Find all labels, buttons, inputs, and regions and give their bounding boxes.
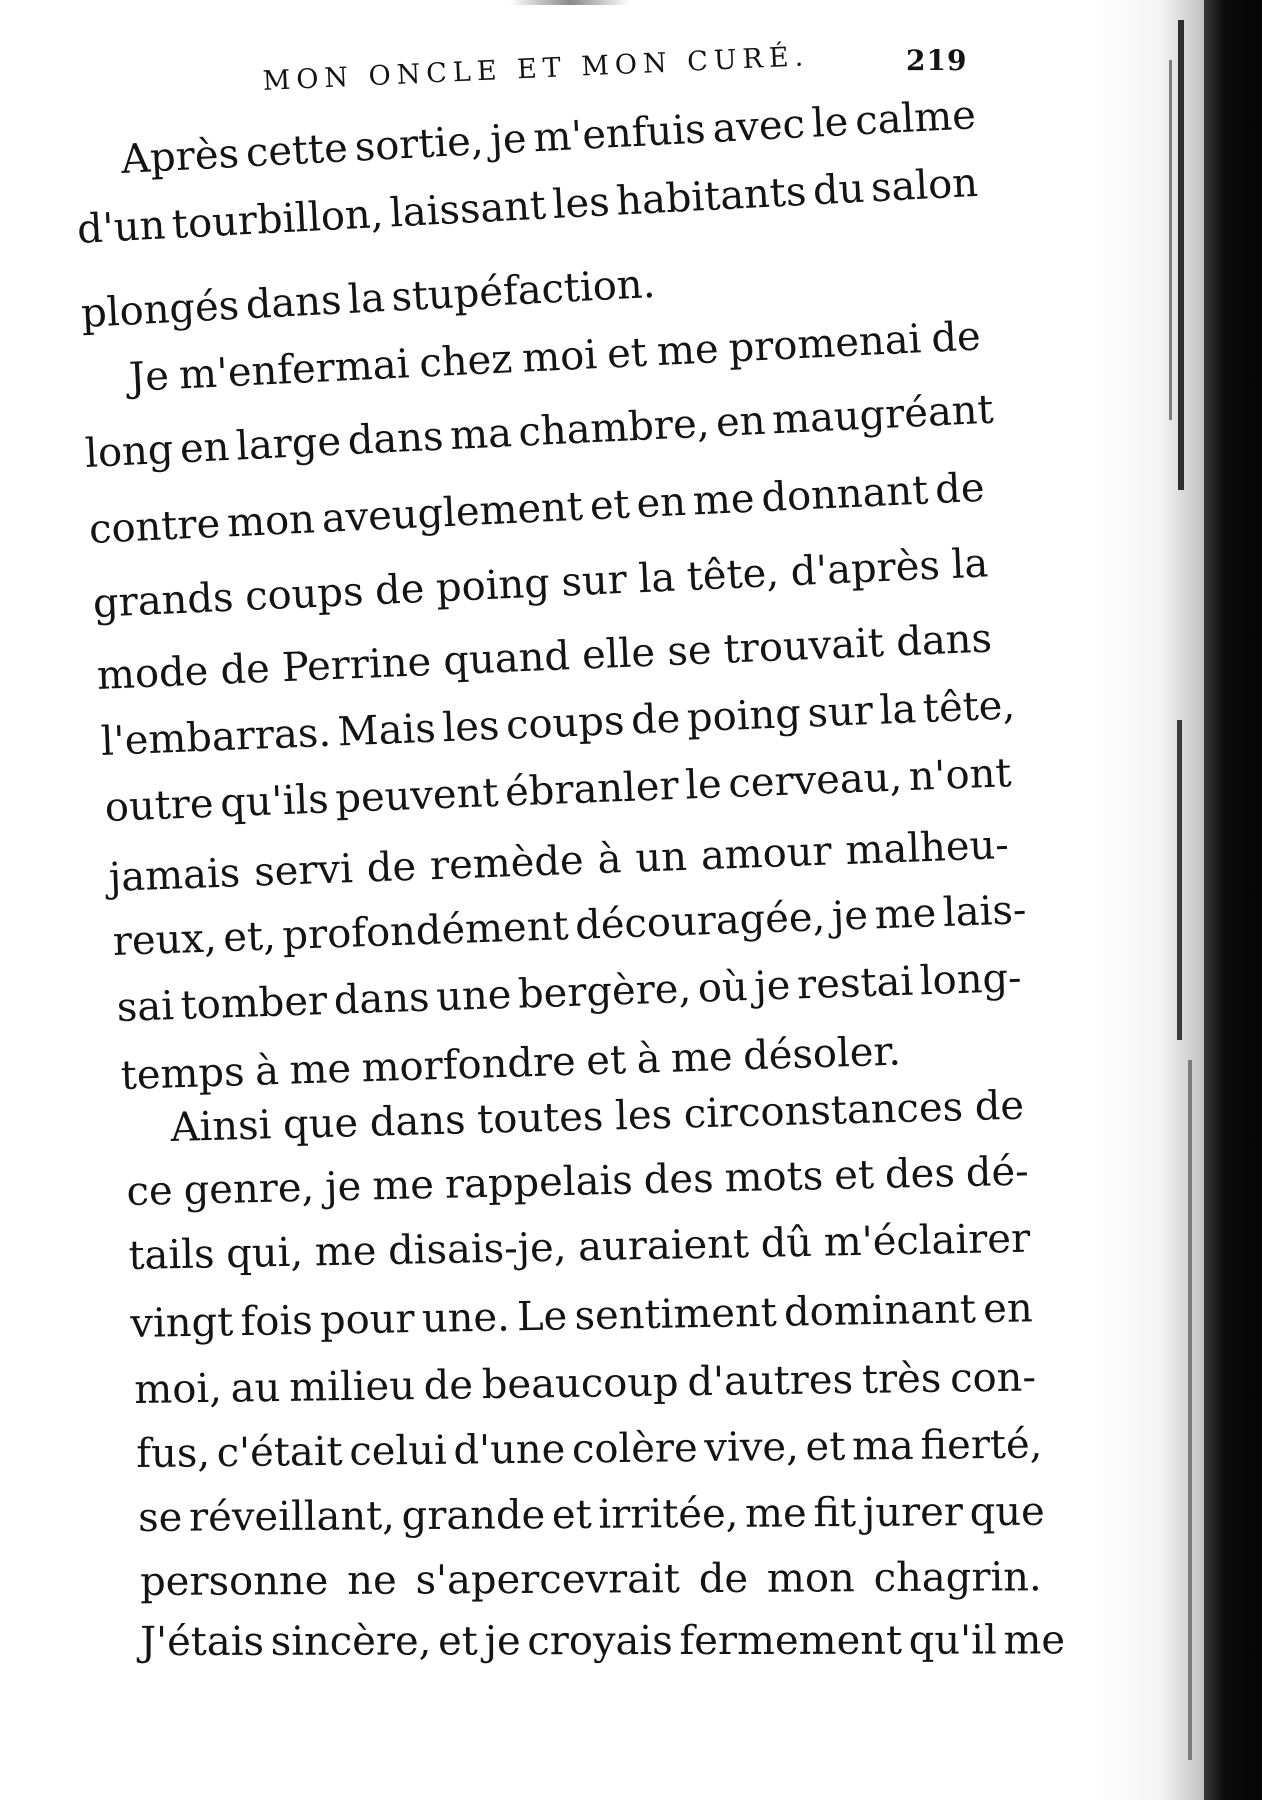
text-line: personne ne s'apercevrait de mon chagrin. (140, 1554, 1042, 1605)
scan-artifact (510, 0, 630, 5)
text-line: plongés dans la stupéfaction. (80, 260, 657, 337)
text-line: tails qui, me disais-je, auraient dû m'éclairer (128, 1215, 1031, 1279)
text-line: ce genre, je me rappelais des mots et des dé- (126, 1148, 1030, 1215)
text-line: Ainsi que dans toutes les circonstances de (170, 1082, 1025, 1151)
text-line: Je m'enfermai chez moi et me promenai de (128, 313, 982, 401)
text-line: long en large dans ma chambre, en maugréant (84, 386, 995, 477)
text-line: temps à me morfondre et à me désoler. (120, 1028, 902, 1099)
edge-streak (1188, 1060, 1192, 1760)
page-edge-shadow (1204, 0, 1262, 1800)
text-line: sai tomber dans une bergère, où je restai long- (116, 954, 1023, 1031)
text-line: reux, et, profondément découragée, je me lais- (112, 887, 1028, 965)
text-line: mode de Perrine quand elle se trouvait dans (96, 615, 993, 699)
page-number: 219 (906, 44, 968, 77)
text-line: grands coups de poing sur la tête, d'après la (92, 540, 990, 627)
edge-streak (1169, 60, 1172, 420)
text-line: jamais servi de remède à un amour malheu- (108, 822, 1010, 901)
running-head: MON ONCLE ET MON CURÉ. (262, 41, 810, 97)
text-line: J'étais sincère, et je croyais fermement qu'il me (140, 1617, 1066, 1665)
text-line: Après cette sortie, je m'enfuis avec le calme (120, 92, 977, 183)
edge-streak (1177, 720, 1182, 1040)
text-line: se réveillant, grande et irritée, me fit jurer que (138, 1488, 1045, 1541)
edge-streak (1178, 20, 1184, 490)
text-line: d'un tourbillon, laissant les habitants du salon (76, 159, 980, 253)
text-line: fus, c'était celui d'une colère vive, et ma fierté, (136, 1421, 1043, 1477)
text-line: vingt fois pour une. Le sentiment dominant en (130, 1285, 1034, 1347)
text-line: outre qu'ils peuvent ébranler le cerveau, n'ont (104, 750, 1013, 831)
text-line: moi, au milieu de beaucoup d'autres très con- (134, 1354, 1037, 1413)
text-line: contre mon aveuglement et en me donnant de (88, 464, 986, 553)
text-line: l'embarras. Mais les coups de poing sur la tête, (100, 682, 1016, 765)
